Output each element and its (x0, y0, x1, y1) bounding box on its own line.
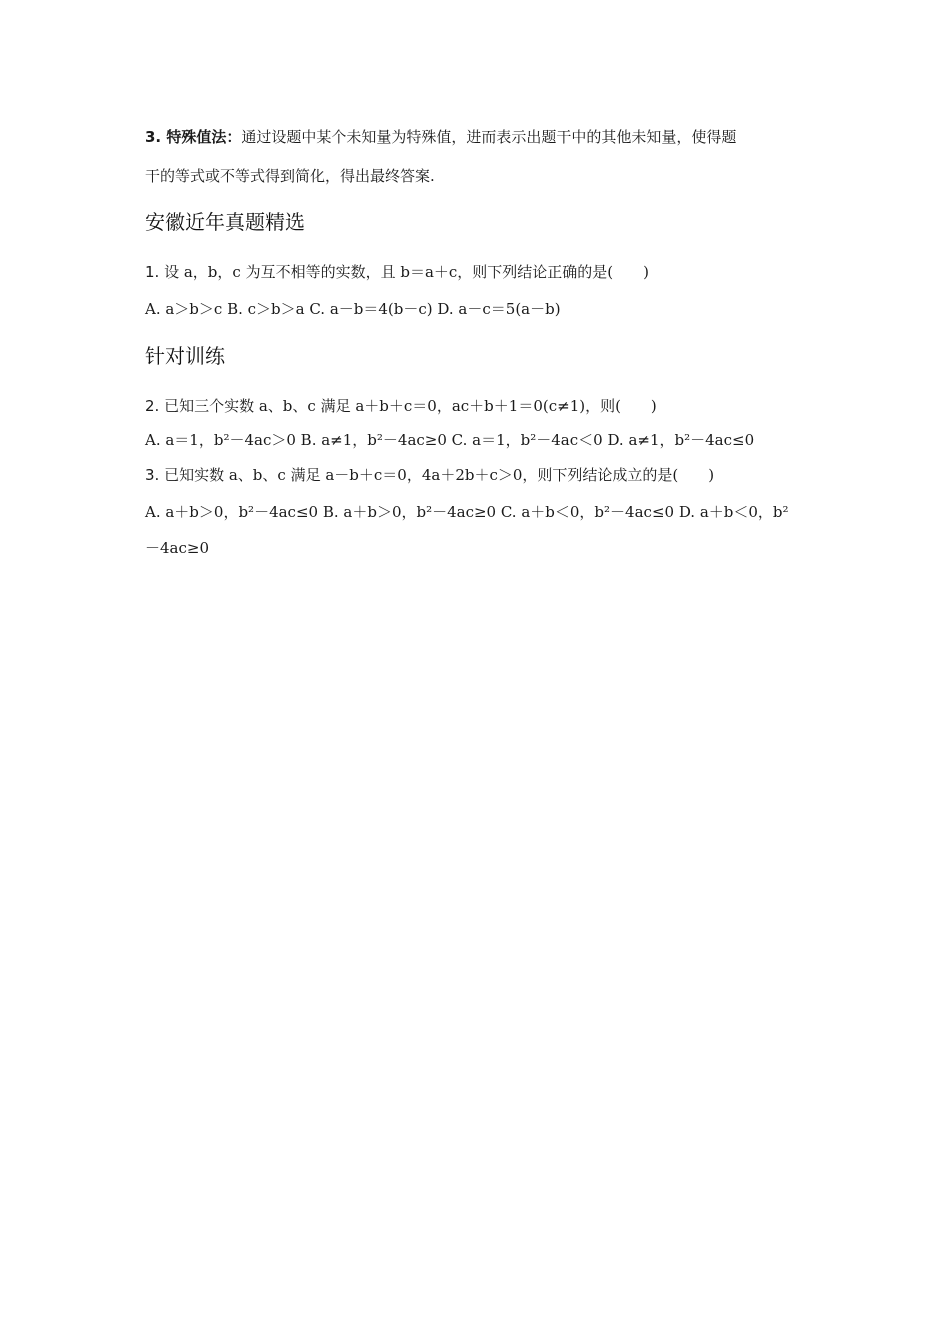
q3-stem-text: 已知实数 a、b、c 满足 a－b＋c＝0，4a＋2b＋c＞0，则下列结论成立的是( ) (164, 466, 715, 484)
section-title-recent-exams: 安徽近年真题精选 (145, 210, 305, 234)
method3-line1 (145, 127, 736, 147)
method3-label: 3. 特殊值法： (145, 128, 242, 146)
q1-stem-text: 设 a，b，c 为互不相等的实数，且 b＝a＋c，则下列结论正确的是( ) (164, 263, 649, 281)
q3-options-line2: －4ac≥0 (145, 539, 209, 557)
q1-stem (145, 262, 649, 282)
q2-options: A. a＝1，b²－4ac＞0 B. a≠1，b²－4ac≥0 C. a＝1，b²－4ac＜0 D. a≠1，b²－4ac≤0 (145, 431, 755, 449)
method3-line2: 干的等式或不等式得到简化，得出最终答案. (145, 167, 435, 185)
q3-number: 3. (145, 466, 160, 484)
q1-number: 1. (145, 263, 160, 281)
method3-text-1: 通过设题中某个未知量为特殊值，进而表示出题干中的其他未知量，使得题 (241, 128, 737, 146)
q2-stem-text: 已知三个实数 a、b、c 满足 a＋b＋c＝0，ac＋b＋1＝0(c≠1)，则( ) (164, 397, 657, 415)
q2-number: 2. (145, 397, 160, 415)
q1-options: A. a＞b＞c B. c＞b＞a C. a－b＝4(b－c) D. a－c＝5(a－b) (145, 300, 561, 318)
section-title-practice: 针对训练 (145, 344, 225, 368)
q3-options-line1: A. a＋b＞0，b²－4ac≤0 B. a＋b＞0，b²－4ac≥0 C. a＋b＜0，b²－4ac≤0 D. a＋b＜0，b² (145, 503, 789, 521)
q3-stem (145, 465, 714, 485)
q2-stem (145, 396, 657, 416)
